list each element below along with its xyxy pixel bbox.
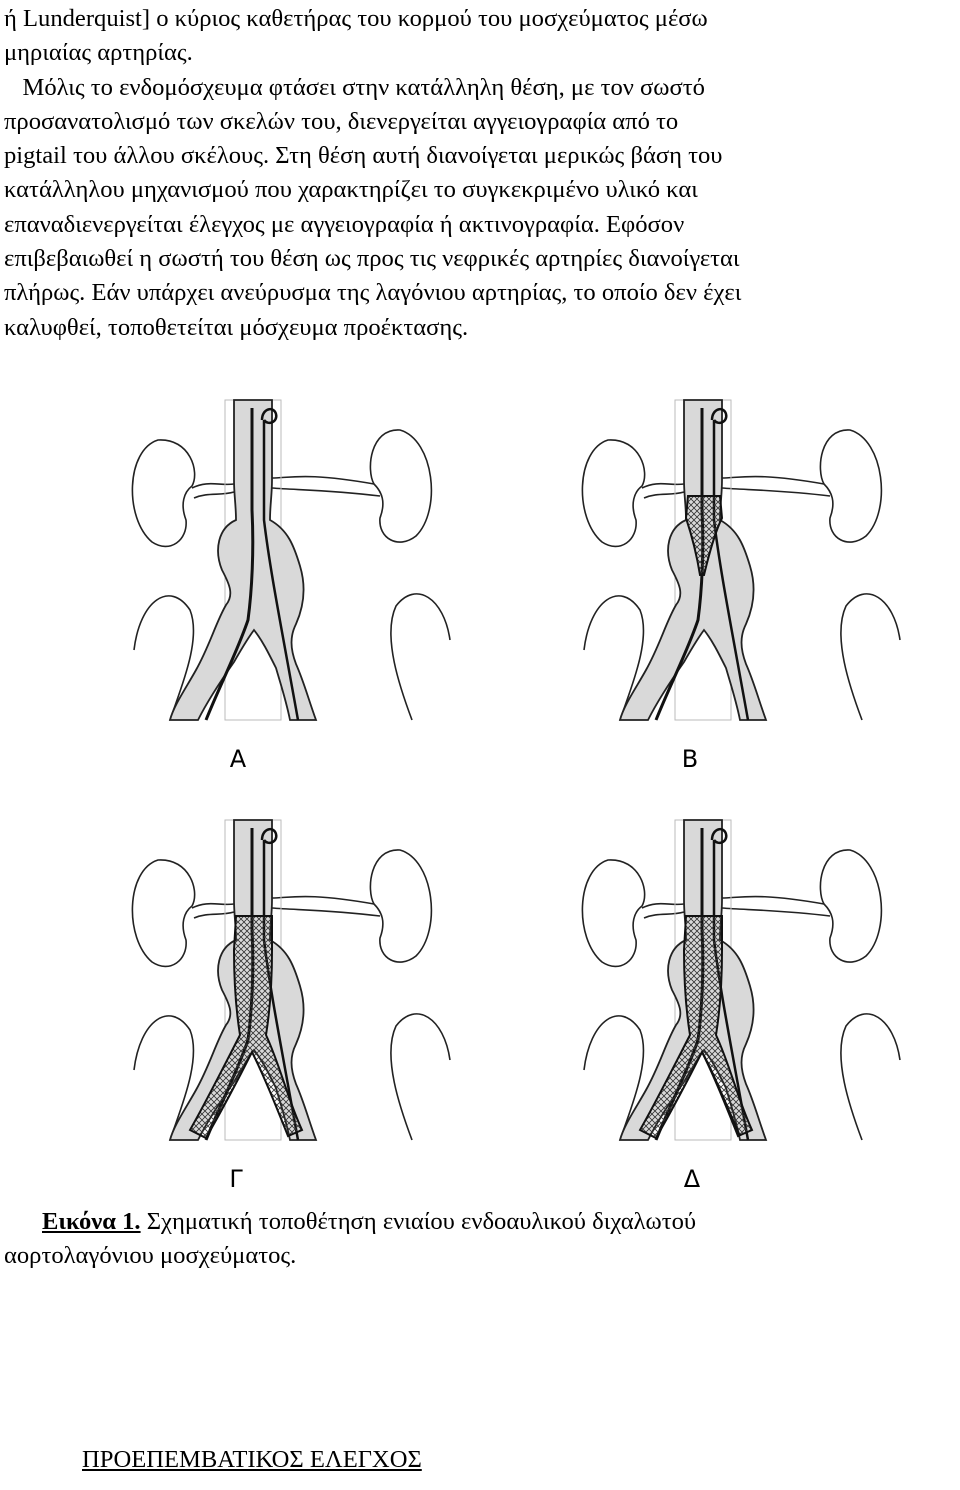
renal-artery-left [642, 484, 684, 498]
renal-artery-right [272, 477, 380, 497]
anatomy-diagram [130, 400, 460, 730]
panel-label-d: Δ [683, 1165, 701, 1193]
figure-panel-b [580, 400, 910, 773]
anatomy-diagram [130, 820, 460, 1150]
renal-artery-right [722, 477, 830, 497]
body-line: επιβεβαιωθεί η σωστή του θέση ως προς τις νεφρικές αρτηρίες διανοίγεται [4, 245, 740, 273]
panel-illustration-c [130, 820, 460, 1150]
renal-artery-right [272, 897, 380, 917]
body-line: προσανατολισμό των σκελών του, διενεργείται αγγειογραφία από το [4, 107, 679, 135]
kidney-left [582, 440, 644, 547]
kidney-right [370, 430, 431, 542]
kidney-right [820, 430, 881, 542]
body-line: επαναδιενεργείται έλεγχος με αγγειογραφία ή ακτινογραφία. Εφόσον [4, 210, 685, 238]
pelvis-right [841, 594, 900, 720]
panel-illustration-d [580, 820, 910, 1150]
figure-panel-d [580, 820, 910, 1193]
aorta-aneurysm [620, 400, 766, 720]
figure-number: Εικόνα 1. [42, 1208, 141, 1235]
aorta-aneurysm [170, 400, 316, 720]
panel-label-a: Α [229, 745, 247, 773]
figure-panel-a [130, 400, 460, 773]
figure-panel-c [130, 820, 460, 1193]
anatomy-diagram [580, 820, 910, 1150]
anatomy-diagram [580, 400, 910, 730]
body-line: ή Lunderquist] ο κύριος καθετήρας του κορμού του μοσχεύματος μέσω [4, 5, 708, 32]
kidney-right [370, 850, 431, 962]
panel-illustration-a [130, 400, 460, 730]
figure-caption [4, 1205, 960, 1273]
renal-artery-right [722, 897, 830, 917]
panel-label-c: Γ [229, 1165, 243, 1193]
caption-text: Σχηματική τοποθέτηση ενιαίου ενδοαυλικού διχαλωτού [140, 1208, 697, 1235]
panel-illustration-b [580, 400, 910, 730]
caption-text-continued: αορτολαγόνιου μοσχεύματος. [4, 1242, 297, 1269]
body-line: μηριαίας αρτηρίας. [4, 39, 193, 67]
body-line: pigtail του άλλου σκέλους. Στη θέση αυτή διανοίγεται μερικώς βάση του [4, 142, 723, 170]
kidney-left [132, 440, 194, 547]
kidney-left [132, 860, 194, 967]
renal-artery-left [642, 904, 684, 918]
pelvis-right [841, 1014, 900, 1140]
body-line: πλήρως. Εάν υπάρχει ανεύρυσμα της λαγόνιου αρτηρίας, το οποίο δεν έχει [4, 279, 742, 307]
pelvis-right [391, 594, 450, 720]
body-line: Μόλις το ενδομόσχευμα φτάσει στην κατάλληλη θέση, με τον σωστό [4, 73, 705, 101]
renal-artery-left [192, 484, 234, 498]
pelvis-right [391, 1014, 450, 1140]
panel-label-b: Β [681, 745, 699, 773]
kidney-right [820, 850, 881, 962]
renal-artery-left [192, 904, 234, 918]
figure-stent-graft-stages [130, 400, 960, 1210]
kidney-left [582, 860, 644, 967]
section-heading: ΠΡΟΕΠΕΜΒΑΤΙΚΟΣ ΕΛΕΓΧΟΣ [82, 1446, 422, 1473]
body-paragraph [4, 2, 960, 345]
body-line: καλυφθεί, τοποθετείται μόσχευμα προέκτασης. [4, 313, 469, 341]
body-line: κατάλληλου μηχανισμού που χαρακτηρίζει το συγκεκριμένο υλικό και [4, 176, 698, 204]
